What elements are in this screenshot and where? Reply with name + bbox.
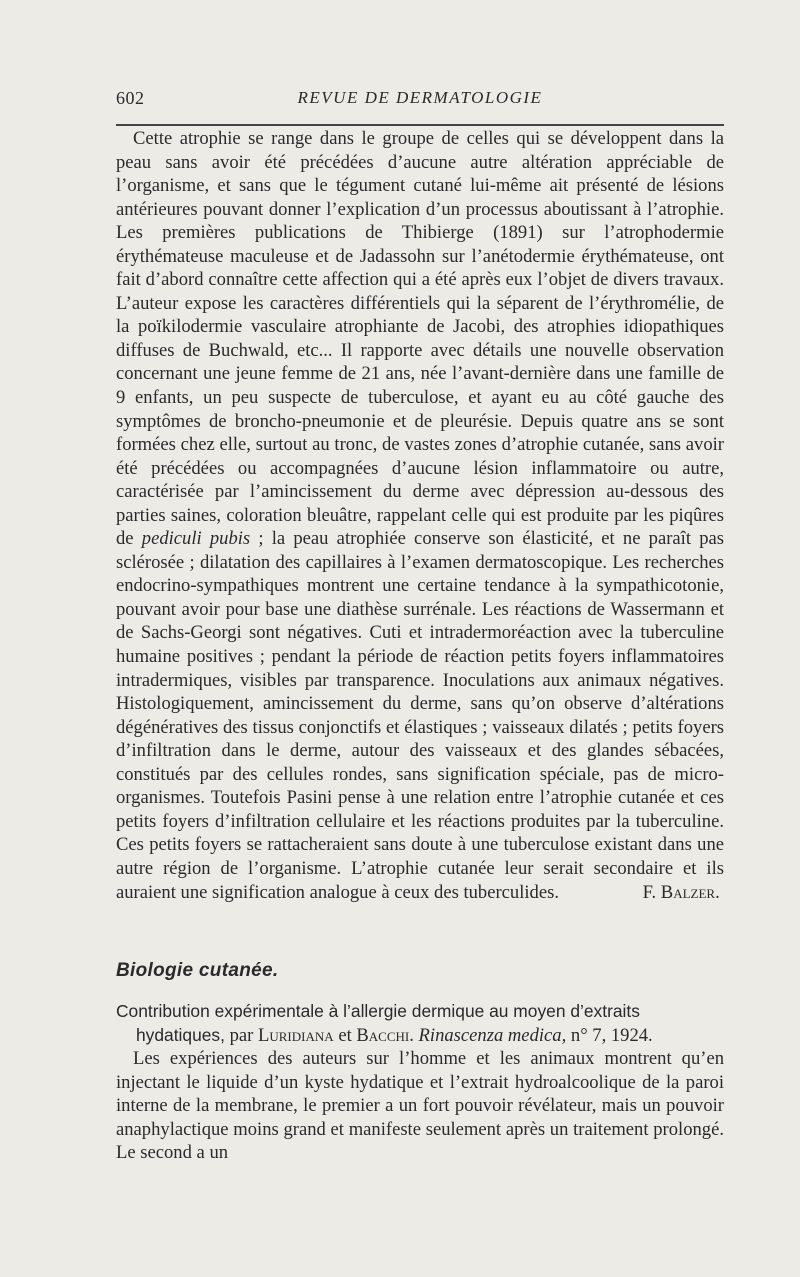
- article-author1: Luridiana: [258, 1024, 334, 1046]
- article-and: et: [338, 1024, 352, 1046]
- article-journal: Rinascenza medica,: [418, 1024, 567, 1046]
- article-author2: Bacchi.: [356, 1024, 414, 1046]
- article-title-line1: Contribution expérimentale à l’allergie dermique au moyen d’extraits: [116, 1001, 640, 1021]
- article-citation: [116, 1000, 724, 1047]
- italic-term: pediculi pubis: [141, 528, 251, 550]
- article-body-text: Les expériences des auteurs sur l’homme et les animaux montrent qu’en injectant le liquide d’un kyste hydatique et l’extrait hydroalcoolique de la paroi interne de la membrane, le premier a un fort pouvoir révélateur, mais un pouvoir anaphylactique moins grand et manifeste seulement après un traitement prolongé. Le second a un: [116, 1048, 724, 1164]
- article-issue: n° 7, 1924.: [570, 1024, 653, 1046]
- section-heading: Biologie cutanée.: [116, 960, 279, 981]
- running-head: REVUE DE DERMATOLOGIE: [297, 88, 543, 107]
- article-title-line2: hydatiques,: [136, 1024, 225, 1045]
- review-text-part1: Cette atrophie se range dans le groupe de celles qui se développent dans la peau sans avoir été précédées d’aucune autre altération appréciable de l’organisme, et sans que le tégument cutané lui-même ait présenté de lésions antérieures pouvant donner l’explication d’un processus aboutissant à l’atrophie. Les premières publications de Thibierge (1891) sur l’atrophodermie érythémateuse maculeuse et de Jadassohn sur l’anétodermie érythémateuse, ont fait d’abord connaître cette affection qui a été après eux l’objet de divers travaux. L’auteur expose les caractères différentiels qui la séparent de l’érythromélie, de la poïkilodermie vasculaire atrophiante de Jacobi, des atrophies idiopathiques diffuses de Buchwald, etc... Il rapporte avec détails une nouvelle observation concernant une jeune femme de 21 ans, née l’avant-dernière dans une famille de 9 enfants, un peu suspecte de tuberculose, et ayant eu au côté gauche des symptômes de broncho-pneumonie et de pleurésie. Depuis quatre ans se sont formées chez elle, surtout au tronc, de vastes zones d’atrophie cutanée, sans avoir été précédées ou accompagnées d’aucune lésion inflammatoire ou autre, caractérisée par l’amincissement du derme avec dépression au-dessous des parties saines, coloration bleuâtre, rappelant celle qui est produite par les piqûres de: [116, 128, 724, 550]
- article-by: par: [229, 1024, 254, 1046]
- page-header: [116, 86, 724, 114]
- article-body: [116, 1047, 724, 1165]
- review-text-part2: ; la peau atrophiée conserve son élasticité, et ne paraît pas sclérosée ; dilatation des capillaires à l’examen dermatoscopique. Les recherches endocrino-sympathiques montrent une certaine tendance à la sympathicotonie, pouvant avoir pour base une diathèse surrénale. Les réactions de Wassermann et de Sachs-Georgi sont négatives. Cuti et intradermoréaction avec la tuberculine humaine positives ; pendant la période de réaction petits foyers inflammatoires intradermiques, visibles par transparence. Inoculations aux animaux négatives. Histologiquement, amincissement du derme, sans qu’on observe d’altérations dégénératives des tissus conjonctifs et élastiques ; vaisseaux dilatés ; petits foyers d’infiltration dans le derme, autour des vaisseaux et des glandes sébacées, constitués par des cellules rondes, sans signification spéciale, pas de micro-organismes. Toutefois Pasini pense à une relation entre l’atrophie cutanée et ces petits foyers d’infiltration cellulaire et les réactions produites par la tuberculine. Ces petits foyers se rattacheraient sans doute à une tuberculose existant dans une autre région de l’organisme. L’atrophie cutanée leur serait secondaire et ils auraient une signification analogue à ceux des tuberculides.: [116, 528, 724, 903]
- header-rule: [116, 124, 724, 126]
- page-number: 602: [116, 88, 145, 108]
- review-signature: F. Balzer.: [642, 881, 720, 903]
- review-paragraph: [116, 127, 724, 904]
